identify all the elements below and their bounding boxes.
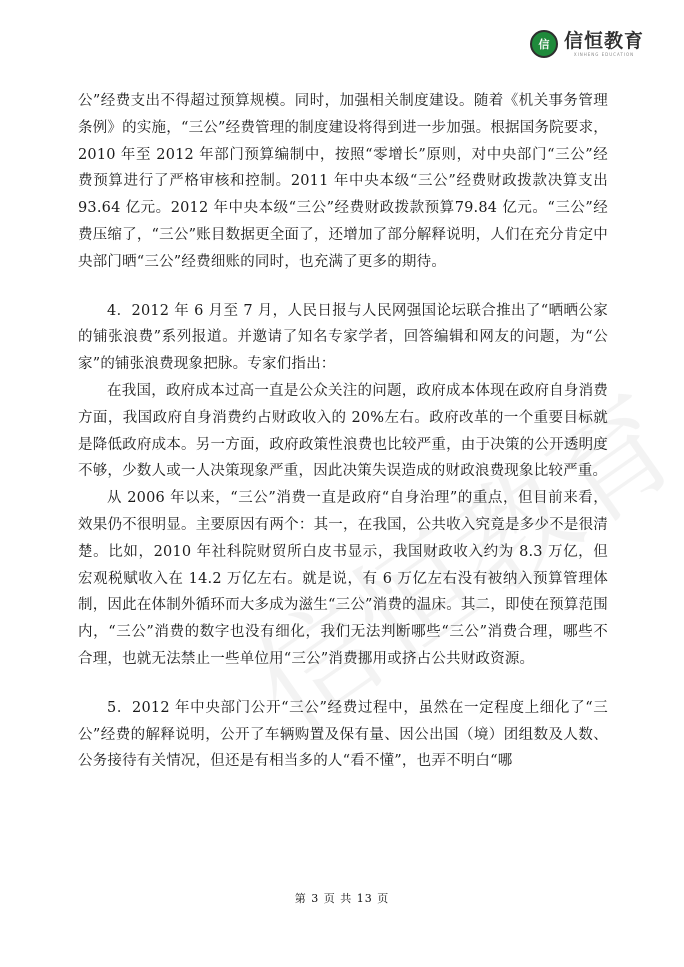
paragraph-expert-2: 从 2006 年以来，“三公”消费一直是政府“自身治理”的重点，但目前来看，效果仍不很明显。主要原因有两个：其一，在我国，公共收入究竟是多少不是很清楚。比如，2010 年社科院财贸所白皮书显示，我国财政收入约为 8.3 万亿，但宏观税赋收入在 14.2 万亿左右。就是说，有 6 万亿左右没有被纳入预算管理体制，因此在体制外循环而大多成为滋生“三公”消费的温床。其二，即使在预算范围内，“三公”消费的数字也没有细化，我们无法判断哪些“三公”消费合理，哪些不合理，也就无法禁止一些单位用“三公”消费挪用或挤占公共财政资源。 [78,490,608,667]
logo-icon: 信 [530,30,558,58]
paragraph-item-4: 4．2012 年 6 月至 7 月，人民日报与人民网强国论坛联合推出了“晒晒公家的铺张浪费”系列报道。并邀请了知名专家学者，回答编辑和网友的问题，为“公家”的铺张浪费现象把脉。专家们指出： [78,302,608,373]
paragraph-expert-1: 在我国，政府成本过高一直是公众关注的问题，政府成本体现在政府自身消费方面，我国政府自身消费约占财政收入的 20%左右。政府改革的一个重要目标就是降低政府成本。另一方面，政府政策性浪费也比较严重，由于决策的公开透明度不够，少数人或一人决策现象严重，因此决策失误造成的财政浪费现象比较严重。 [78,382,608,480]
page-number: 第 3 页 共 13 页 [294,892,390,905]
brand-logo [530,30,644,58]
paragraph-gap [78,276,608,298]
document-body [78,88,608,775]
paragraph-item-5: 5．2012 年中央部门公开“三公”经费过程中，虽然在一定程度上细化了“三公”经费的解释说明，公开了车辆购置及保有量、因公出国（境）团组数及人数、公务接待有关情况，但还是有相当多的人“看不懂”，也弄不明白“哪 [78,699,608,770]
paragraph-continuation: 公”经费支出不得超过预算规模。同时，加强相关制度建设。随着《机关事务管理条例》的实施，“三公”经费管理的制度建设将得到进一步加强。根据国务院要求，2010 年至 2012 年部门预算编制中，按照“零增长”原则，对中央部门“三公”经费预算进行了严格审核和控制。2011 年中央本级“三公”经费财政拨款决算支出 93.64 亿元。2012 年中央本级“三公”经费财政拨款预算79.84 亿元。“三公”经费压缩了，“三公”账目数据更全面了，还增加了部分解释说明，人们在充分肯定中央部门晒“三公”经费细账的同时，也充满了更多的期待。 [78,93,608,270]
logo-text: 信恒教育 [563,29,644,52]
logo-subtext: XINHENG EDUCATION [573,51,635,57]
logo-text-group [563,29,644,57]
paragraph-gap [78,673,608,695]
